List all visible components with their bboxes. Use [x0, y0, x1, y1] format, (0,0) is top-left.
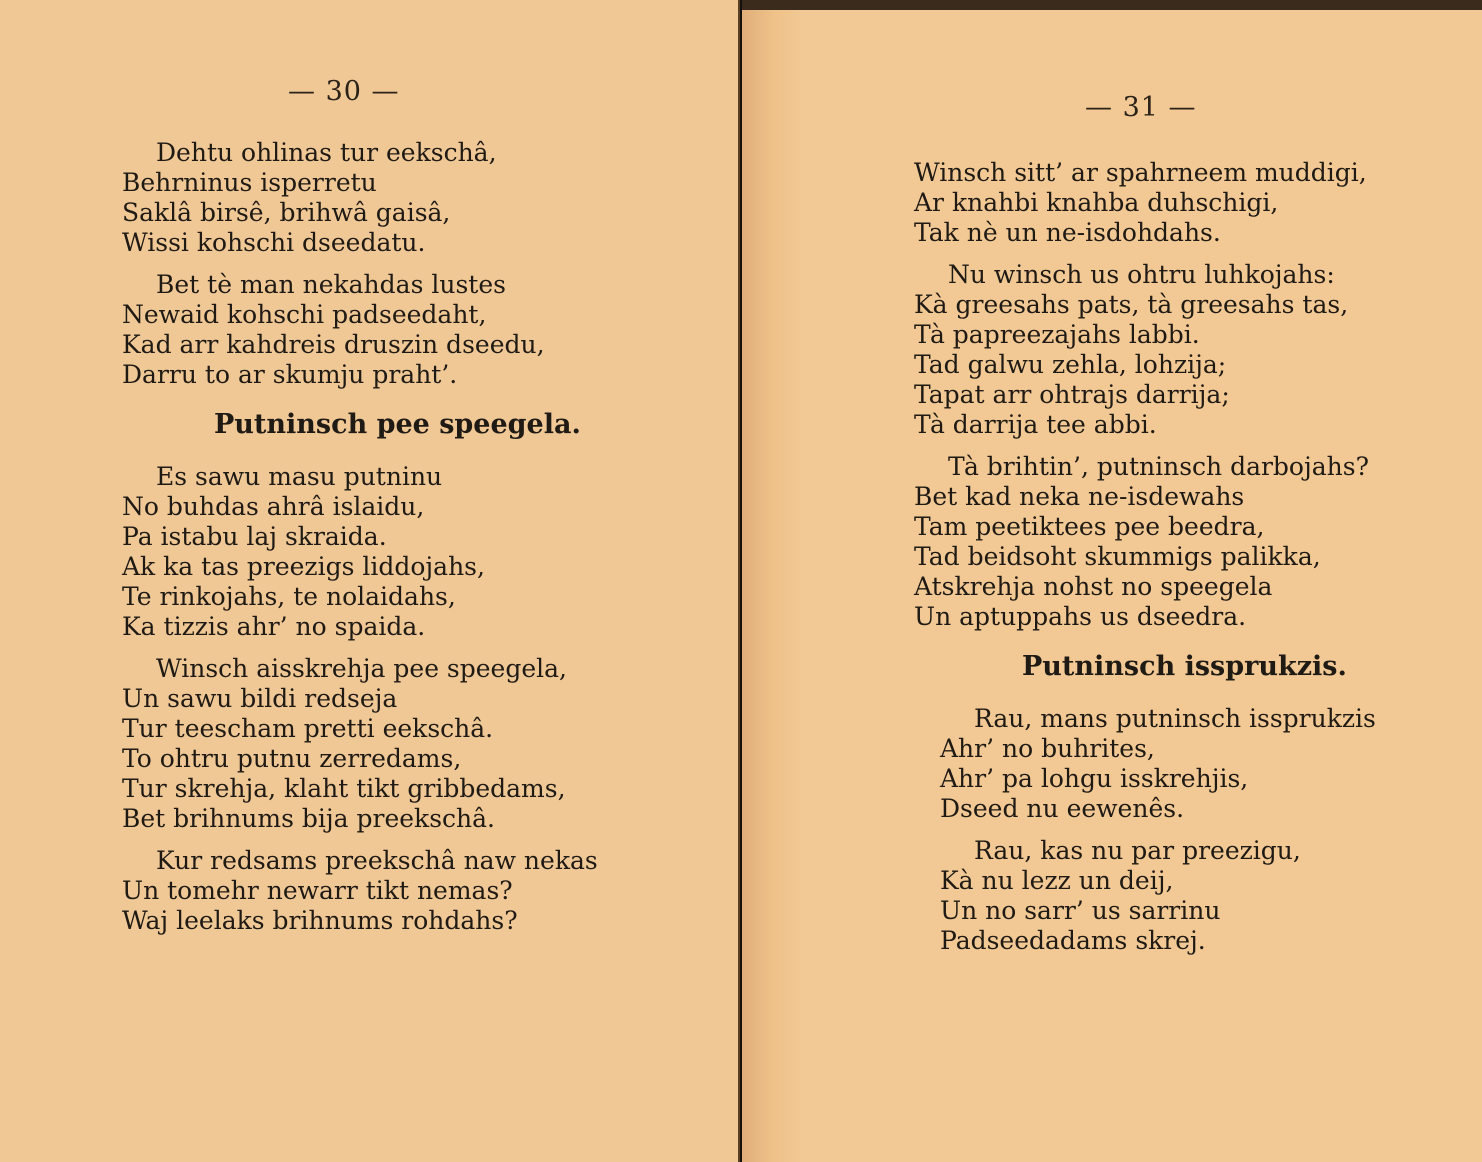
page-text — [122, 138, 722, 948]
verse-line: Behrninus isperretu — [122, 168, 377, 197]
verse-line: Kà nu lezz un deij, — [940, 866, 1174, 895]
verse-line: Pa istabu laj skraida. — [122, 522, 387, 551]
verse-line: Bet brihnums bija preekschâ. — [122, 804, 495, 833]
stanza — [122, 846, 722, 936]
verse-line: Rau, mans putninsch issprukzis — [974, 704, 1376, 733]
verse-line: Newaid kohschi padseedaht, — [122, 300, 487, 329]
verse-line: Wissi kohschi dseedatu. — [122, 228, 426, 257]
page-number: — 31 — — [1085, 92, 1197, 123]
verse-line: Tur teescham pretti eekschâ. — [122, 714, 494, 743]
verse-line: Winsch aisskrehja pee speegela, — [156, 654, 567, 683]
verse-line: Waj leelaks brihnums rohdahs? — [122, 906, 518, 935]
verse-line: Bet tè man nekahdas lustes — [156, 270, 506, 299]
verse-line: Nu winsch us ohtru luhkojahs: — [948, 260, 1335, 289]
verse-line: Dehtu ohlinas tur eekschâ, — [156, 138, 497, 167]
verse-line: Un aptuppahs us dseedra. — [914, 602, 1247, 631]
stanza — [914, 704, 1474, 824]
verse-line: Un no sarr’ us sarrinu — [940, 896, 1221, 925]
verse-line: Dseed nu eewenês. — [940, 794, 1185, 823]
stanza — [122, 654, 722, 834]
verse-line: Winsch sitt’ ar spahrneem muddigi, — [914, 158, 1367, 187]
left-page — [0, 0, 740, 1162]
poem-title: Putninsch issprukzis. — [1022, 651, 1347, 682]
verse-line: Darru to ar skumju praht’. — [122, 360, 458, 389]
page-number: — 30 — — [288, 76, 400, 107]
verse-line: Un tomehr newarr tikt nemas? — [122, 876, 513, 905]
verse-line: Kà greesahs pats, tà greesahs tas, — [914, 290, 1349, 319]
verse-line: Kad arr kahdreis druszin dseedu, — [122, 330, 545, 359]
stanza — [122, 138, 722, 258]
verse-line: Ka tizzis ahr’ no spaida. — [122, 612, 426, 641]
poem-title: Putninsch pee speegela. — [214, 409, 581, 440]
verse-line: Tà darrija tee abbi. — [914, 410, 1157, 439]
verse-line: Tà papreezajahs labbi. — [914, 320, 1200, 349]
stanza — [914, 260, 1474, 440]
stanza — [122, 462, 722, 642]
verse-line: Tad beidsoht skummigs palikka, — [914, 542, 1321, 571]
verse-line: Saklâ birsê, brihwâ gaisâ, — [122, 198, 451, 227]
verse-line: Tà brihtin’, putninsch darbojahs? — [948, 452, 1369, 481]
verse-line: Tam peetiktees pee beedra, — [914, 512, 1265, 541]
verse-line: Rau, kas nu par preezigu, — [974, 836, 1301, 865]
verse-line: Ahr’ pa lohgu isskrehjis, — [940, 764, 1249, 793]
stanza — [914, 158, 1474, 248]
verse-line: Tapat arr ohtrajs darrija; — [914, 380, 1230, 409]
right-page — [742, 0, 1482, 1162]
verse-line: Padseedadams skrej. — [940, 926, 1206, 955]
stanza — [914, 836, 1474, 956]
stanza — [122, 270, 722, 390]
verse-line: Te rinkojahs, te nolaidahs, — [122, 582, 456, 611]
verse-line: Tak nè un ne-isdohdahs. — [914, 218, 1221, 247]
verse-line: Atskrehja nohst no speegela — [914, 572, 1273, 601]
verse-line: No buhdas ahrâ islaidu, — [122, 492, 425, 521]
verse-line: Bet kad neka ne-isdewahs — [914, 482, 1245, 511]
verse-line: Ak ka tas preezigs liddojahs, — [122, 552, 485, 581]
verse-line: Ahr’ no buhrites, — [940, 734, 1155, 763]
stanza — [914, 452, 1474, 632]
verse-line: Tur skrehja, klaht tikt gribbedams, — [122, 774, 566, 803]
verse-line: Un sawu bildi redseja — [122, 684, 398, 713]
verse-line: Kur redsams preekschâ naw nekas — [156, 846, 598, 875]
verse-line: Es sawu masu putninu — [156, 462, 443, 491]
verse-line: Ar knahbi knahba duhschigi, — [914, 188, 1279, 217]
verse-line: To ohtru putnu zerredams, — [122, 744, 462, 773]
page-text — [914, 158, 1474, 968]
verse-line: Tad galwu zehla, lohzija; — [914, 350, 1227, 379]
